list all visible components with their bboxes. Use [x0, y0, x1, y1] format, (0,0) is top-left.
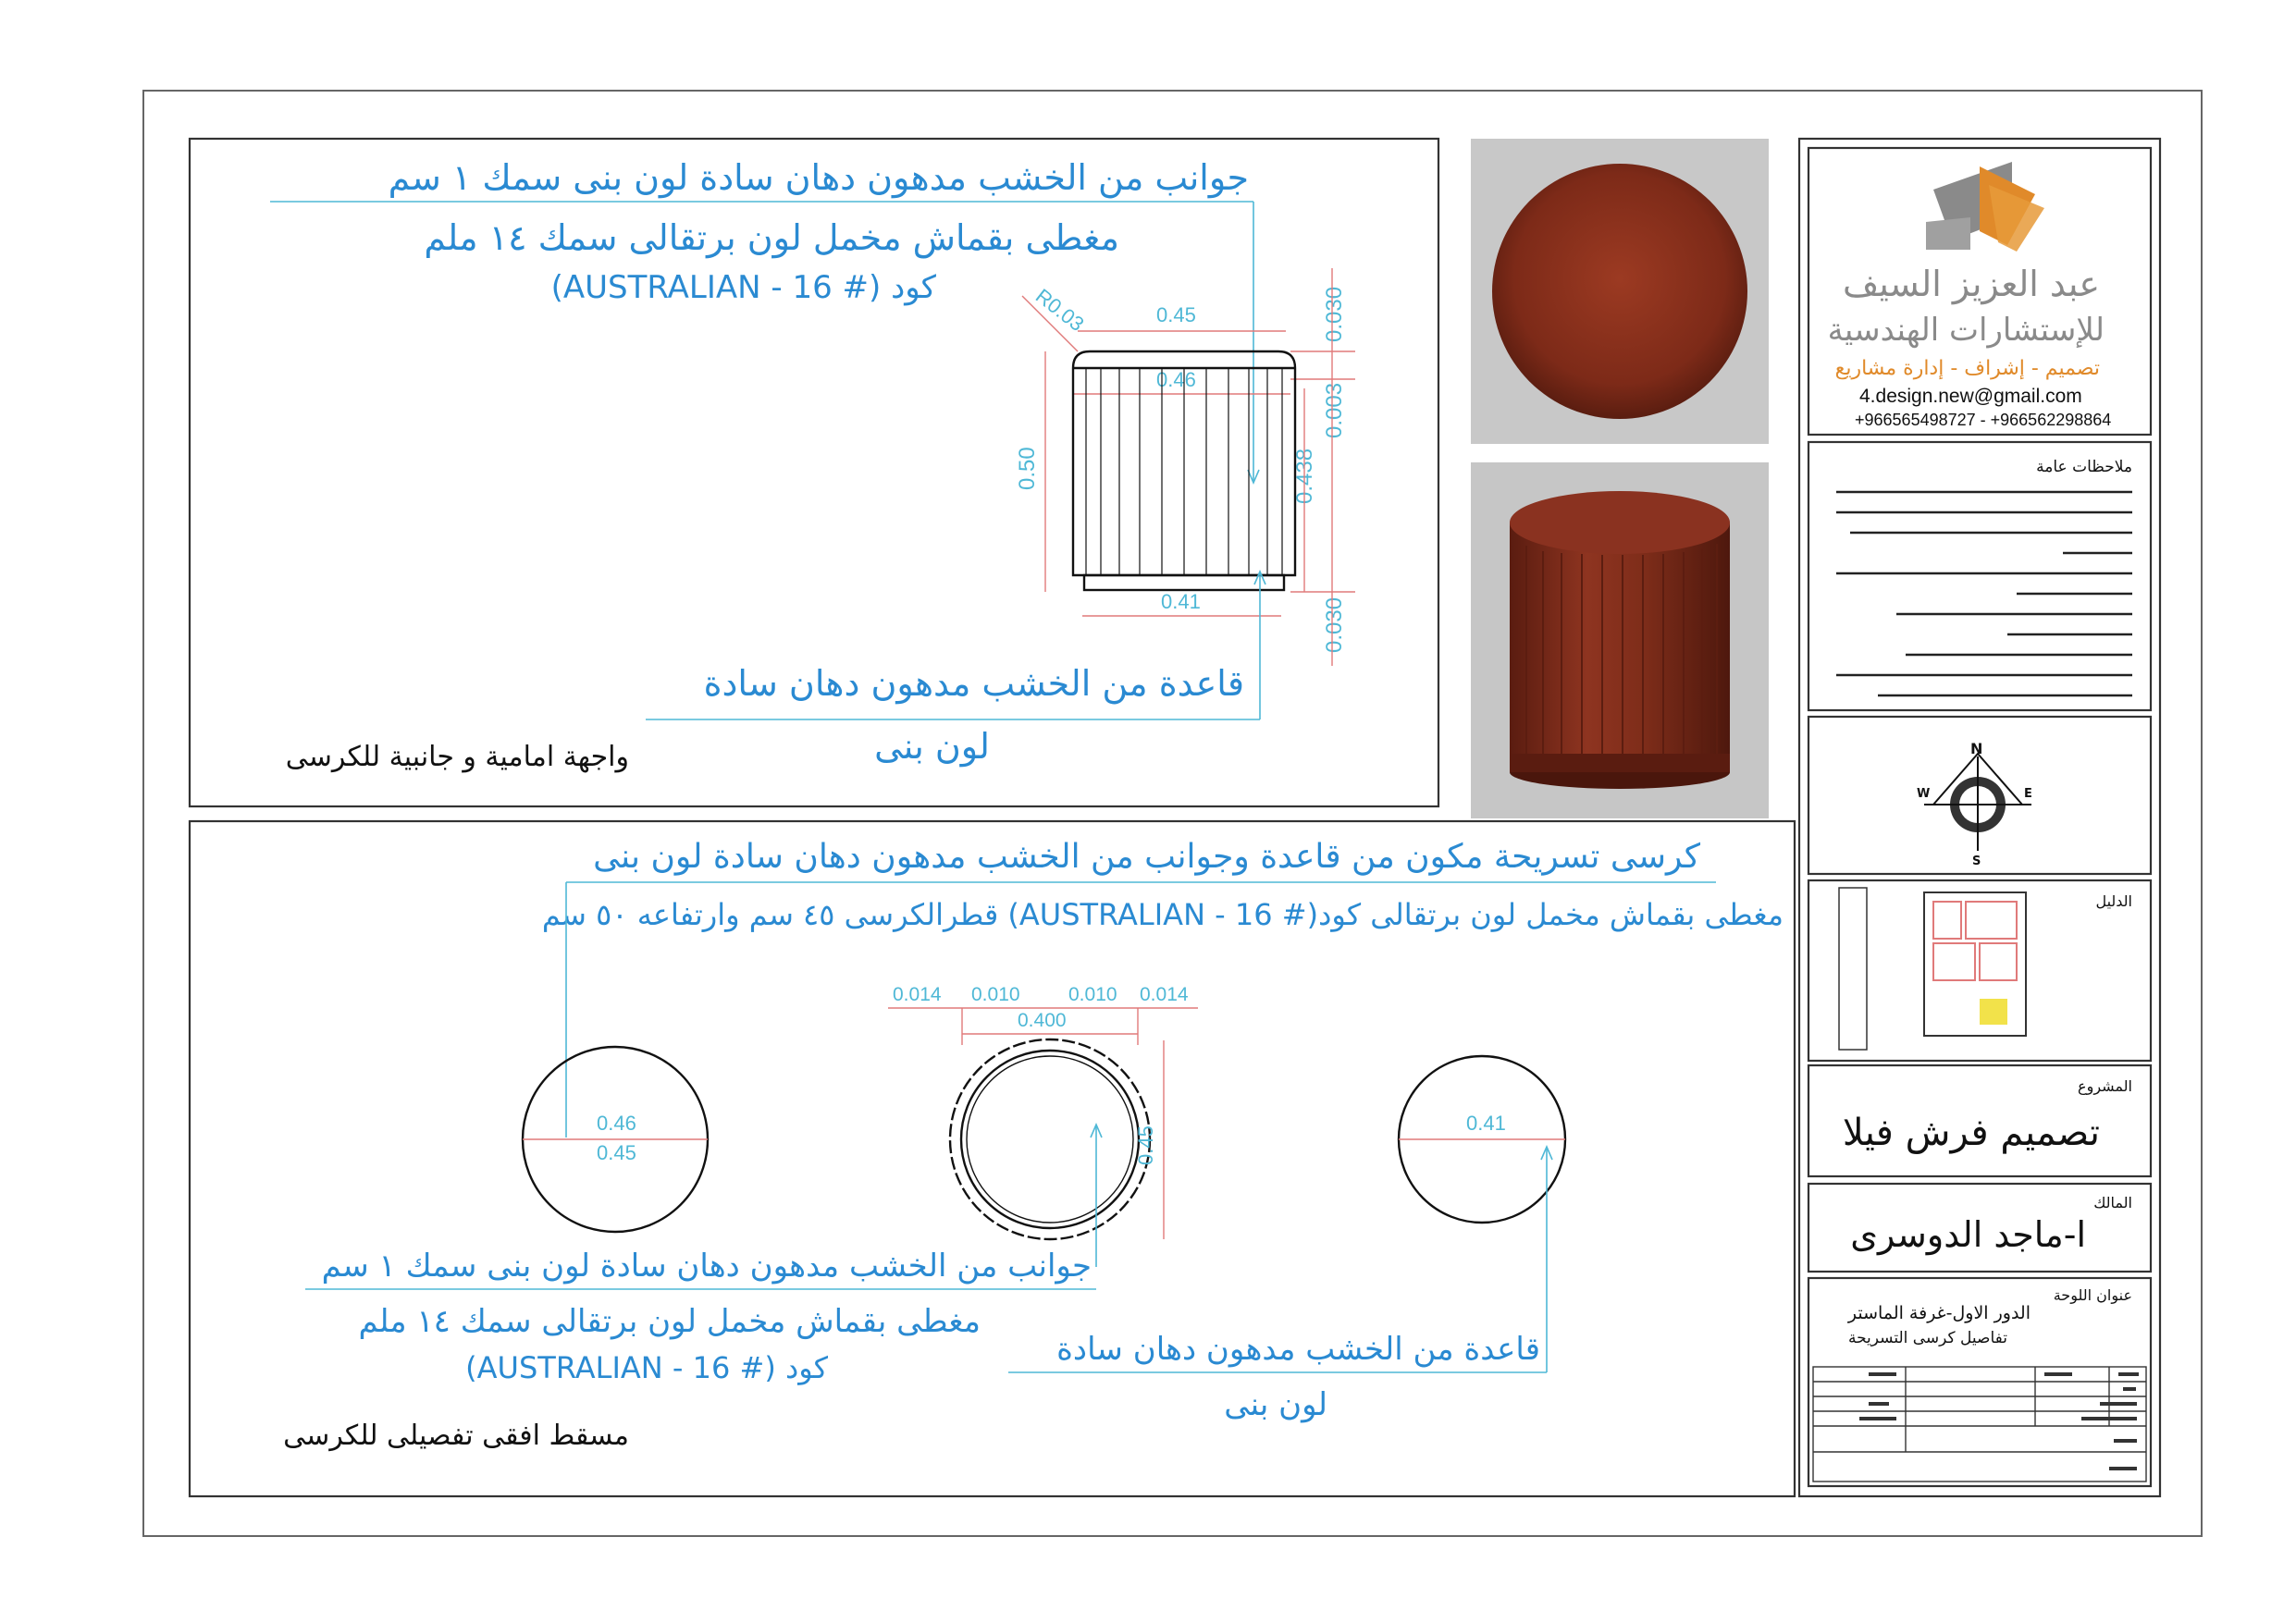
plan-dim-c2h: 0.45: [1134, 1125, 1157, 1165]
plan-title-1: كرسى تسريحة مكون من قاعدة وجوانب من الخشب مدهون دهان سادة لون بنى: [593, 838, 1700, 876]
north-arrow-icon: [1917, 740, 2032, 868]
plan-title-2: مغطى بقماش مخمل لون برتقالى كود(# 16 - AUSTRALIAN) قطرالكرسى ٤٥ سم وارتفاعه ٥٠ سم: [541, 897, 1784, 932]
dim-mid: 0.46: [1156, 368, 1196, 391]
sheet-title-1: الدور الاول-غرفة الماستر: [1847, 1303, 2031, 1323]
plan-circle-fabric: [523, 1047, 708, 1232]
plan-dim-c1b: 0.45: [597, 1141, 636, 1164]
sheet-info-table: [1813, 1367, 2146, 1482]
elevation-label-fabric-2: كود (# 16 - AUSTRALIAN): [550, 269, 936, 306]
owner-name: ا-ماجد الدوسرى: [1850, 1214, 2086, 1255]
owner-title: المالك: [2093, 1194, 2132, 1211]
south-label: S: [1972, 855, 1981, 868]
plan-circle-base: [1399, 1056, 1565, 1223]
sheet-title-2: تفاصيل كرسى التسريحة: [1847, 1329, 2007, 1347]
company-name-2: للإستشارات الهندسية: [1827, 312, 2105, 349]
title-block: [1799, 139, 2160, 1496]
north-label: N: [1970, 740, 1983, 757]
plan-dim-c2c: 0.010: [1068, 984, 1117, 1005]
plan-label-fabric-1: مغطى بقماش مخمل لون برتقالى سمك ١٤ ملم: [358, 1303, 981, 1340]
plan-label-sides: جوانب من الخشب مدهون دهان سادة لون بنى سمك ١ سم: [321, 1248, 1092, 1285]
company-email: 4.design.new@gmail.com: [1859, 386, 2082, 407]
west-label: W: [1917, 787, 1931, 801]
plan-label-base-1: قاعدة من الخشب مدهون دهان سادة: [1056, 1331, 1540, 1368]
plan-label-base-2: لون بنى: [1224, 1386, 1327, 1423]
key-plan-title: الدليل: [2095, 892, 2132, 910]
company-phones: +966565498727 - +966562298864: [1855, 411, 2112, 429]
plan-dim-c2a: 0.014: [893, 984, 942, 1005]
elevation-label-sides: جوانب من الخشب مدهون دهان سادة لون بنى سمك ١ سم: [388, 157, 1249, 198]
project-title: المشروع: [2078, 1077, 2132, 1095]
elevation-panel: [190, 139, 1438, 806]
sheet-title-label: عنوان اللوحة: [2053, 1286, 2132, 1304]
elevation-label-base-1: قاعدة من الخشب مدهون دهان سادة: [703, 663, 1244, 704]
render-perspective-view: [1471, 462, 1769, 818]
company-name-1: عبد العزيز السيف: [1842, 264, 2100, 304]
render-top-view: [1471, 139, 1769, 444]
dim-r: R0.03: [1031, 284, 1089, 337]
plan-dim-c2w: 0.400: [1018, 1010, 1067, 1031]
elevation-label-fabric-1: مغطى بقماش مخمل لون برتقالى سمك ١٤ ملم: [424, 217, 1119, 258]
plan-panel: [190, 821, 1795, 1496]
east-label: E: [2024, 787, 2032, 801]
key-plan-thumbnail: [1839, 888, 2026, 1050]
stool-elevation-drawing: [1073, 351, 1295, 590]
dim-d2: 0.003: [1322, 382, 1347, 438]
company-services: تصميم - إشراف - إدارة مشاريع: [1834, 357, 2100, 380]
plan-dim-c2d: 0.014: [1140, 984, 1189, 1005]
notes-title: ملاحظات عامة: [2036, 458, 2132, 476]
elevation-view-title: واجهة امامية و جانبية للكرسى: [285, 741, 629, 773]
dim-d3: 0.030: [1322, 596, 1347, 653]
dim-inner: 0.438: [1292, 448, 1317, 504]
dim-height: 0.50: [1015, 447, 1040, 490]
plan-dim-c2b: 0.010: [971, 984, 1020, 1005]
company-logo: [1926, 162, 2044, 252]
elevation-label-base-2: لون بنى: [874, 726, 990, 767]
sheet-info-table-text: [1859, 1372, 2139, 1470]
plan-view-title: مسقط افقى تفصيلى للكرسى: [283, 1420, 629, 1452]
project-name: تصميم فرش فيلا: [1842, 1112, 2100, 1154]
plan-circle-sides: [888, 984, 1198, 1239]
dim-top: 0.45: [1156, 303, 1196, 326]
notes-text-lines: [1836, 492, 2132, 695]
plan-dim-c3: 0.41: [1466, 1112, 1506, 1135]
dim-d1: 0.030: [1322, 286, 1347, 342]
plan-label-fabric-2: كود (# 16 - AUSTRALIAN): [465, 1350, 828, 1385]
dim-bottom: 0.41: [1161, 590, 1201, 613]
plan-dim-c1a: 0.46: [597, 1112, 636, 1135]
